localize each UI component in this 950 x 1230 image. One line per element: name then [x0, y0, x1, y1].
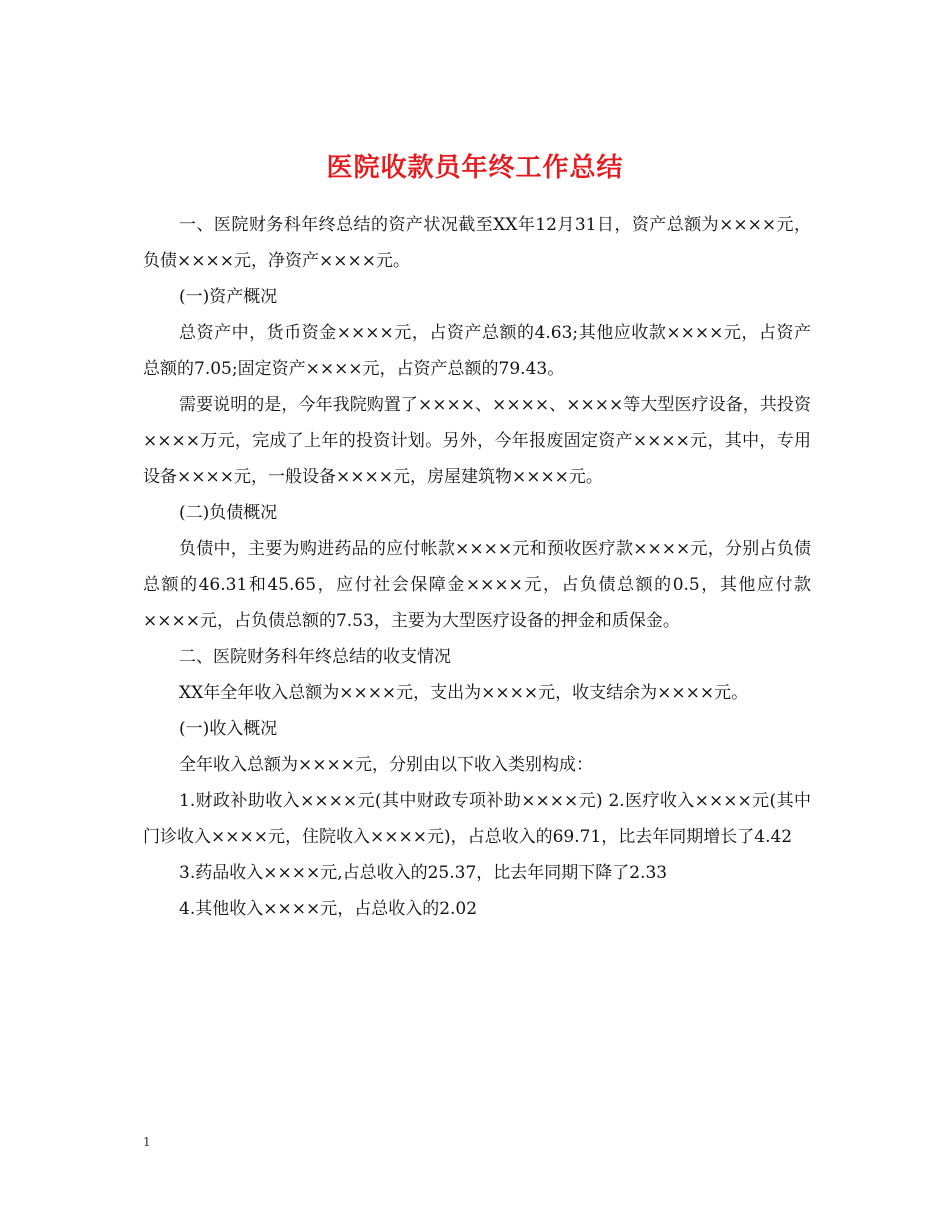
heading-income-overview: (一)收入概况	[179, 719, 278, 739]
paragraph-equipment-note: 需要说明的是，今年我院购置了××××、××××、××××等大型医疗设备，共投资××××万元，完成了上年的投资计划。另外，今年报废固定资产××××元，其中，专用设备××××元，一般设备××××元，房屋建筑物××××元。	[143, 395, 811, 487]
list-item-income-4: 4.其他收入××××元，占总收入的2.02	[179, 899, 478, 919]
list-item-income-3: 3.药品收入××××元,占总收入的25.37，比去年同期下降了2.33	[179, 863, 668, 883]
paragraph-annual-income: XX年全年收入总额为××××元，支出为××××元，收支结余为××××元。	[179, 683, 749, 703]
paragraph-assets-summary: 一、医院财务科年终总结的资产状况截至XX年12月31日，资产总额为××××元，负债××××元，净资产××××元。	[143, 215, 811, 271]
document-body	[143, 207, 811, 927]
page-number: 1	[143, 1135, 151, 1149]
paragraph-asset-composition: 总资产中，货币资金××××元，占资产总额的4.63;其他应收款××××元，占资产总额的7.05;固定资产××××元，占资产总额的79.43。	[143, 323, 811, 379]
list-item-income-1-2: 1.财政补助收入××××元(其中财政专项补助××××元) 2.医疗收入××××元(其中门诊收入××××元，住院收入××××元)，占总收入的69.71，比去年同期增长了4.42	[143, 791, 811, 847]
paragraph-liability-composition: 负债中，主要为购进药品的应付帐款××××元和预收医疗款××××元，分别占负债总额的46.31和45.65，应付社会保障金××××元，占负债总额的0.5，其他应付款××××元，占负债总额的7.53，主要为大型医疗设备的押金和质保金。	[143, 539, 811, 631]
heading-income-expense: 二、医院财务科年终总结的收支情况	[179, 647, 451, 667]
heading-asset-overview: (一)资产概况	[179, 287, 278, 307]
document-title: 医院收款员年终工作总结	[326, 153, 624, 184]
heading-liability-overview: (二)负债概况	[179, 503, 278, 523]
paragraph-income-categories: 全年收入总额为××××元，分别由以下收入类别构成：	[179, 755, 593, 775]
